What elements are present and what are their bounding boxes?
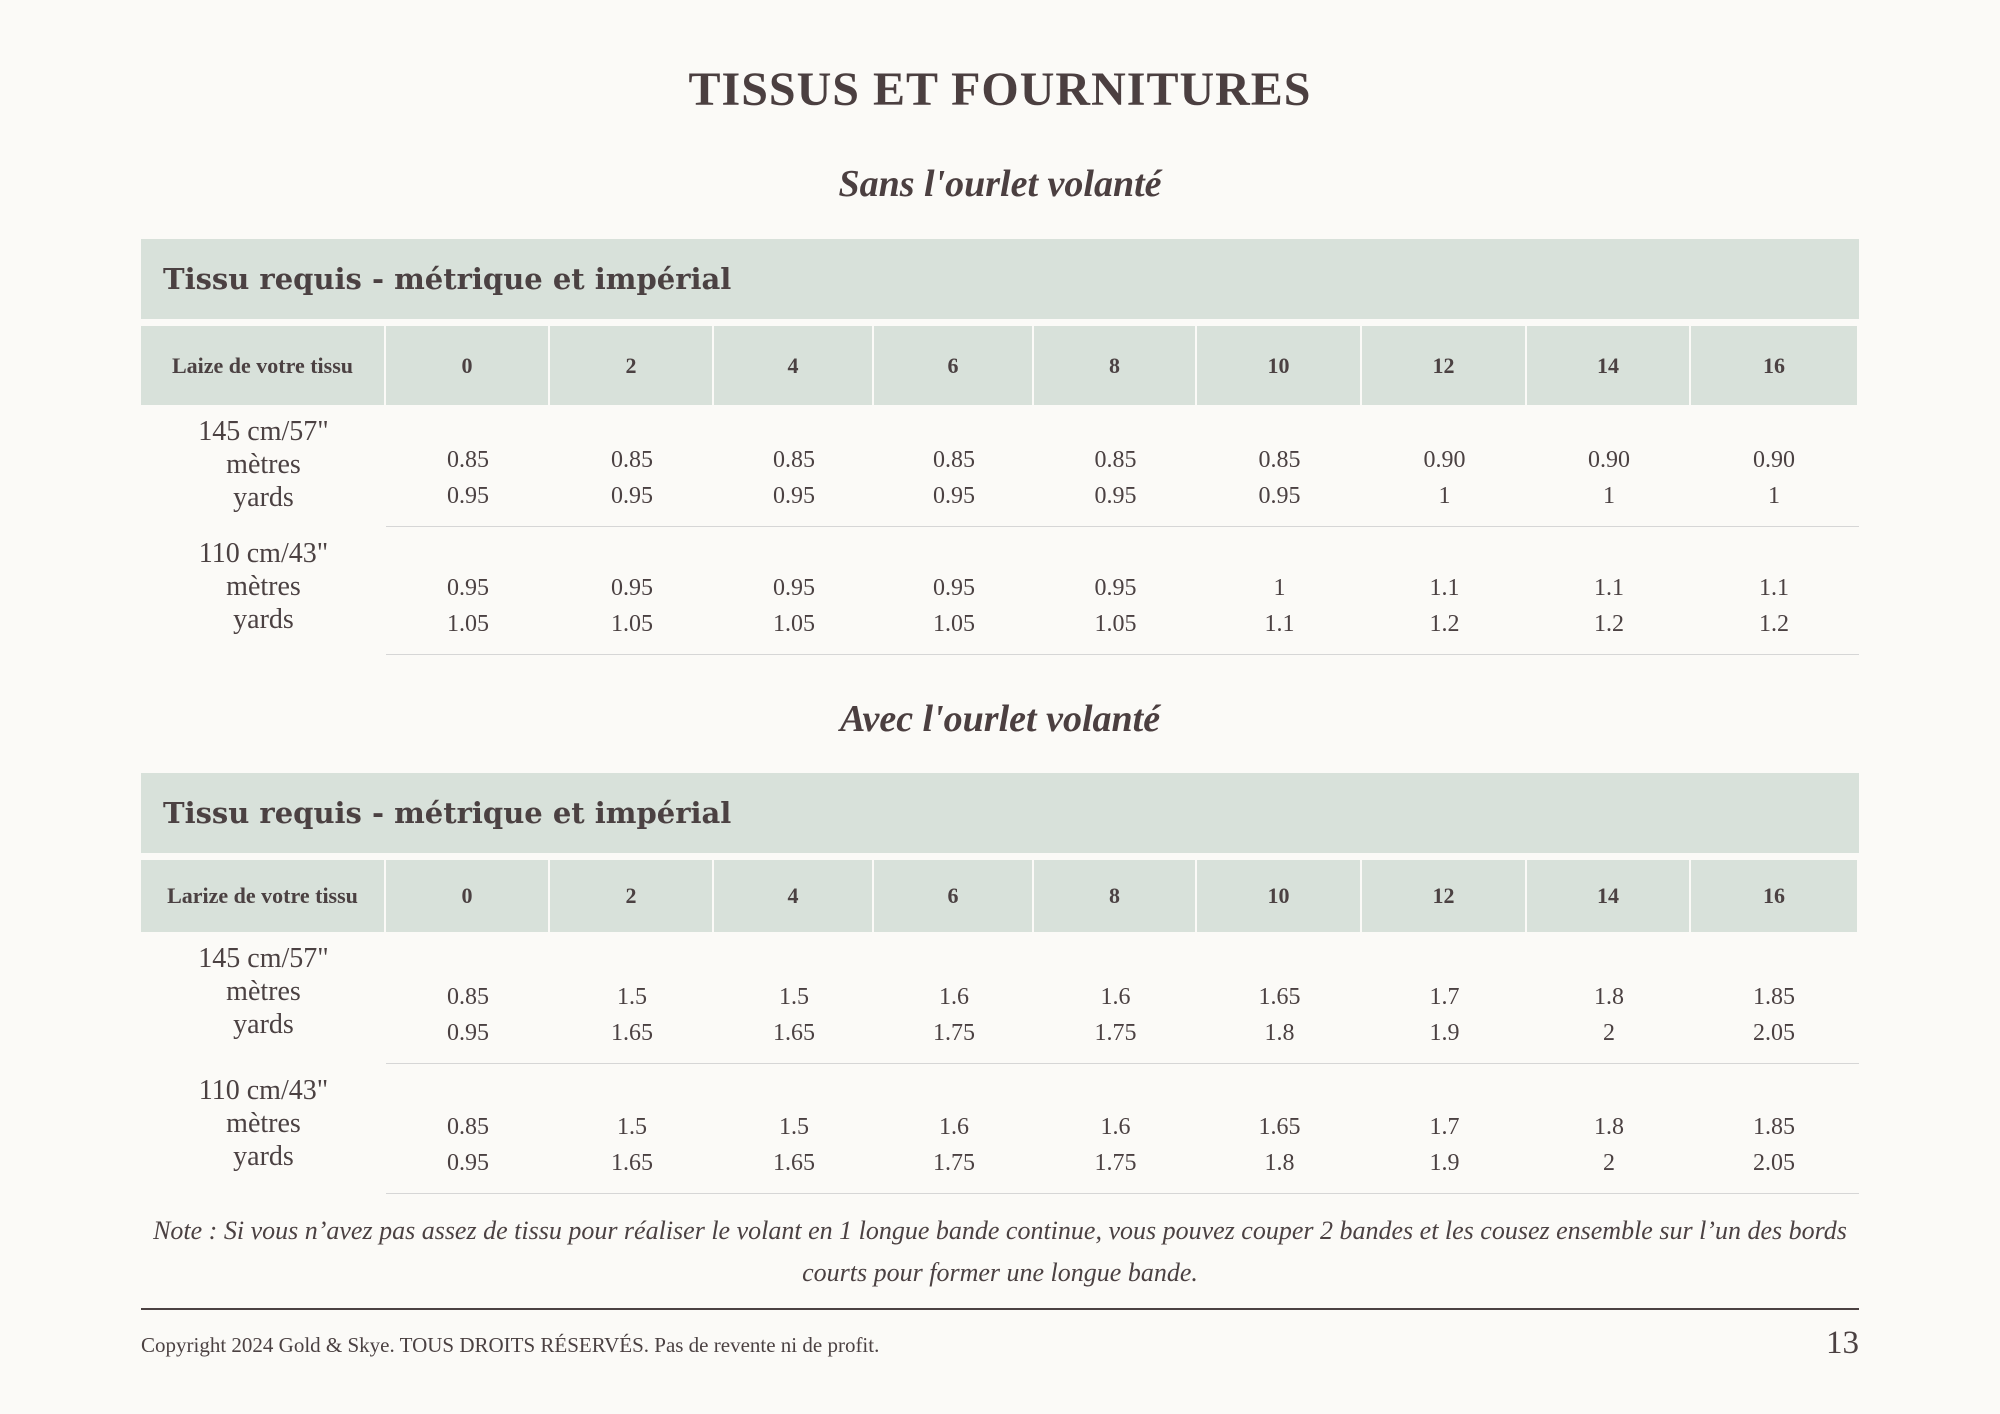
column-header-size: 0 — [386, 860, 550, 932]
unit-label: mètres — [226, 571, 301, 602]
unit-label: yards — [233, 604, 294, 635]
section-heading: Avec l'ourlet volanté — [839, 698, 1161, 740]
unit-label: mètres — [226, 449, 301, 480]
metres-value: 1.6 — [1100, 984, 1131, 1010]
table-cell — [1034, 932, 1197, 1063]
column-header-size: 2 — [550, 326, 714, 405]
metres-value: 1.6 — [1100, 1114, 1131, 1140]
metres-value: 1.5 — [779, 984, 809, 1010]
metres-value: 1.7 — [1429, 984, 1460, 1010]
metres-value: 1.85 — [1753, 1114, 1795, 1140]
yards-value: 1.65 — [773, 1020, 815, 1046]
yards-value: 1.05 — [1094, 611, 1137, 637]
yards-value: 1.65 — [773, 1150, 815, 1176]
column-header-size: 6 — [874, 326, 1034, 405]
table-header-row — [141, 860, 1859, 932]
table-cell — [1197, 1064, 1362, 1193]
metres-value: 0.95 — [933, 575, 975, 601]
table-row — [141, 527, 1859, 655]
yards-value: 1.75 — [1094, 1020, 1137, 1046]
table-row — [141, 1064, 1859, 1194]
column-header-size: 2 — [550, 860, 714, 932]
yards-value: 1.05 — [611, 611, 653, 637]
yards-value: 1.2 — [1594, 611, 1624, 637]
metres-value: 1.6 — [939, 1114, 969, 1140]
metres-value: 0.95 — [611, 575, 653, 601]
metres-value: 1.5 — [617, 984, 647, 1010]
yards-value: 0.95 — [933, 483, 975, 509]
column-header-size: 0 — [386, 326, 550, 405]
column-header-fabric-width: Larize de votre tissu — [141, 860, 386, 932]
column-header-size: 16 — [1691, 326, 1857, 405]
footer-divider — [141, 1308, 1859, 1310]
yards-value: 1.75 — [1094, 1150, 1137, 1176]
table-cell — [550, 932, 714, 1063]
yards-value: 0.95 — [1094, 483, 1137, 509]
table-cell — [874, 527, 1034, 654]
table-row — [141, 405, 1859, 527]
table-cell — [1197, 527, 1362, 654]
yards-value: 1.05 — [773, 611, 815, 637]
column-header-size: 4 — [714, 860, 874, 932]
metres-value: 0.90 — [1423, 447, 1466, 473]
row-label — [141, 527, 386, 655]
yards-value: 1.75 — [933, 1150, 975, 1176]
table-banner: Tissu requis - métrique et impérial — [141, 773, 1859, 853]
metres-value: 1.8 — [1594, 984, 1624, 1010]
yards-value: 1 — [1603, 483, 1615, 509]
column-header-fabric-width: Laize de votre tissu — [141, 326, 386, 405]
metres-value: 1.65 — [1258, 1114, 1301, 1140]
table-cell — [386, 1064, 550, 1193]
metres-value: 1.5 — [617, 1114, 647, 1140]
table-cell — [1197, 405, 1362, 526]
table-cell — [714, 405, 874, 526]
table-cell — [1034, 1064, 1197, 1193]
metres-value: 1.1 — [1594, 575, 1624, 601]
yards-value: 2.05 — [1753, 1020, 1795, 1046]
metres-value: 1 — [1273, 575, 1286, 601]
table-cell — [386, 527, 550, 654]
column-header-size: 10 — [1197, 860, 1362, 932]
yards-value: 1.05 — [447, 611, 489, 637]
yards-value: 1.2 — [1759, 611, 1789, 637]
metres-value: 1.1 — [1429, 575, 1460, 601]
metres-value: 1.8 — [1594, 1114, 1624, 1140]
metres-value: 1.65 — [1258, 984, 1301, 1010]
column-header-size: 14 — [1527, 860, 1691, 932]
column-header-size: 8 — [1034, 326, 1197, 405]
yards-value: 1.9 — [1429, 1150, 1460, 1176]
metres-value: 0.85 — [447, 447, 489, 473]
table-cell — [1527, 527, 1691, 654]
row-label — [141, 1064, 386, 1194]
copyright-text: Copyright 2024 Gold & Skye. TOUS DROITS RÉSERVÉS. Pas de revente ni de profit. — [141, 1333, 880, 1357]
yards-value: 1.9 — [1429, 1020, 1460, 1046]
yards-value: 2 — [1603, 1150, 1615, 1176]
fabric-width-label: 145 cm/57" — [198, 416, 329, 447]
table-cell — [714, 527, 874, 654]
table-cell — [1362, 405, 1527, 526]
metres-value: 0.90 — [1753, 447, 1795, 473]
metres-value: 1.6 — [939, 984, 969, 1010]
metres-value: 0.85 — [933, 447, 975, 473]
yards-value: 1.2 — [1429, 611, 1460, 637]
table-cell — [1527, 1064, 1691, 1193]
metres-value: 0.85 — [1094, 447, 1137, 473]
table-cell — [386, 932, 550, 1063]
yards-value: 0.95 — [611, 483, 653, 509]
column-header-size: 16 — [1691, 860, 1857, 932]
column-header-size: 8 — [1034, 860, 1197, 932]
section-heading: Sans l'ourlet volanté — [838, 163, 1162, 205]
unit-label: yards — [233, 482, 294, 513]
table-cell — [1691, 527, 1857, 654]
unit-label: yards — [233, 1141, 294, 1172]
column-header-size: 12 — [1362, 860, 1527, 932]
table-cell — [874, 932, 1034, 1063]
table-cell — [1691, 405, 1857, 526]
yards-value: 0.95 — [447, 1150, 489, 1176]
yards-value: 2.05 — [1753, 1150, 1795, 1176]
fabric-table — [141, 239, 1859, 655]
table-cell — [1691, 932, 1857, 1063]
yards-value: 1.65 — [611, 1020, 653, 1046]
table-cell — [714, 1064, 874, 1193]
metres-value: 0.85 — [447, 984, 489, 1010]
yards-value: 0.95 — [447, 483, 489, 509]
row-label — [141, 932, 386, 1064]
metres-value: 0.95 — [447, 575, 489, 601]
yards-value: 1.65 — [611, 1150, 653, 1176]
table-cell — [874, 405, 1034, 526]
metres-value: 0.90 — [1588, 447, 1630, 473]
unit-label: yards — [233, 1009, 294, 1040]
table-banner: Tissu requis - métrique et impérial — [141, 239, 1859, 319]
table-cell — [1691, 1064, 1857, 1193]
column-header-size: 14 — [1527, 326, 1691, 405]
table-cell — [1527, 932, 1691, 1063]
table-cell — [1527, 405, 1691, 526]
yards-value: 1.8 — [1264, 1150, 1295, 1176]
table-cell — [550, 527, 714, 654]
fabric-width-label: 145 cm/57" — [198, 943, 329, 974]
table-cell — [1034, 527, 1197, 654]
metres-value: 0.85 — [447, 1114, 489, 1140]
metres-value: 1.5 — [779, 1114, 809, 1140]
unit-label: mètres — [226, 1108, 301, 1139]
yards-value: 1.75 — [933, 1020, 975, 1046]
metres-value: 0.85 — [773, 447, 815, 473]
yards-value: 1 — [1768, 483, 1780, 509]
column-header-size: 4 — [714, 326, 874, 405]
metres-value: 0.95 — [773, 575, 815, 601]
metres-value: 0.95 — [1094, 575, 1137, 601]
fabric-width-label: 110 cm/43" — [198, 1075, 329, 1106]
column-header-size: 6 — [874, 860, 1034, 932]
table-cell — [550, 405, 714, 526]
table-cell — [714, 932, 874, 1063]
metres-value: 1.7 — [1429, 1114, 1460, 1140]
yards-value: 1.05 — [933, 611, 975, 637]
yards-value: 0.95 — [773, 483, 815, 509]
table-cell — [386, 405, 550, 526]
table-row — [141, 932, 1859, 1064]
yards-value: 2 — [1603, 1020, 1615, 1046]
yards-value: 0.95 — [1258, 483, 1301, 509]
table-cell — [1034, 405, 1197, 526]
note-text: Note : Si vous n’avez pas assez de tissu pour réaliser le volant en 1 longue bande continue, vous pouvez couper 2 bandes et les cousez ensemble sur l’un des bords courts pour former une longue bande. — [153, 1216, 1847, 1287]
metres-value: 0.85 — [611, 447, 653, 473]
page-title: TISSUS ET FOURNITURES — [688, 63, 1312, 116]
table-cell — [1362, 527, 1527, 654]
table-cell — [1362, 1064, 1527, 1193]
row-label — [141, 405, 386, 527]
table-header-row — [141, 326, 1859, 405]
fabric-table — [141, 773, 1859, 1194]
yards-value: 0.95 — [447, 1020, 489, 1046]
yards-value: 1.1 — [1264, 611, 1295, 637]
yards-value: 1.8 — [1264, 1020, 1295, 1046]
yards-value: 1 — [1438, 483, 1451, 509]
metres-value: 0.85 — [1258, 447, 1301, 473]
table-cell — [874, 1064, 1034, 1193]
metres-value: 1.85 — [1753, 984, 1795, 1010]
unit-label: mètres — [226, 976, 301, 1007]
table-cell — [1362, 932, 1527, 1063]
fabric-width-label: 110 cm/43" — [198, 538, 329, 569]
column-header-size: 10 — [1197, 326, 1362, 405]
table-cell — [550, 1064, 714, 1193]
page-number: 13 — [1826, 1325, 1859, 1361]
table-cell — [1197, 932, 1362, 1063]
column-header-size: 12 — [1362, 326, 1527, 405]
metres-value: 1.1 — [1759, 575, 1789, 601]
